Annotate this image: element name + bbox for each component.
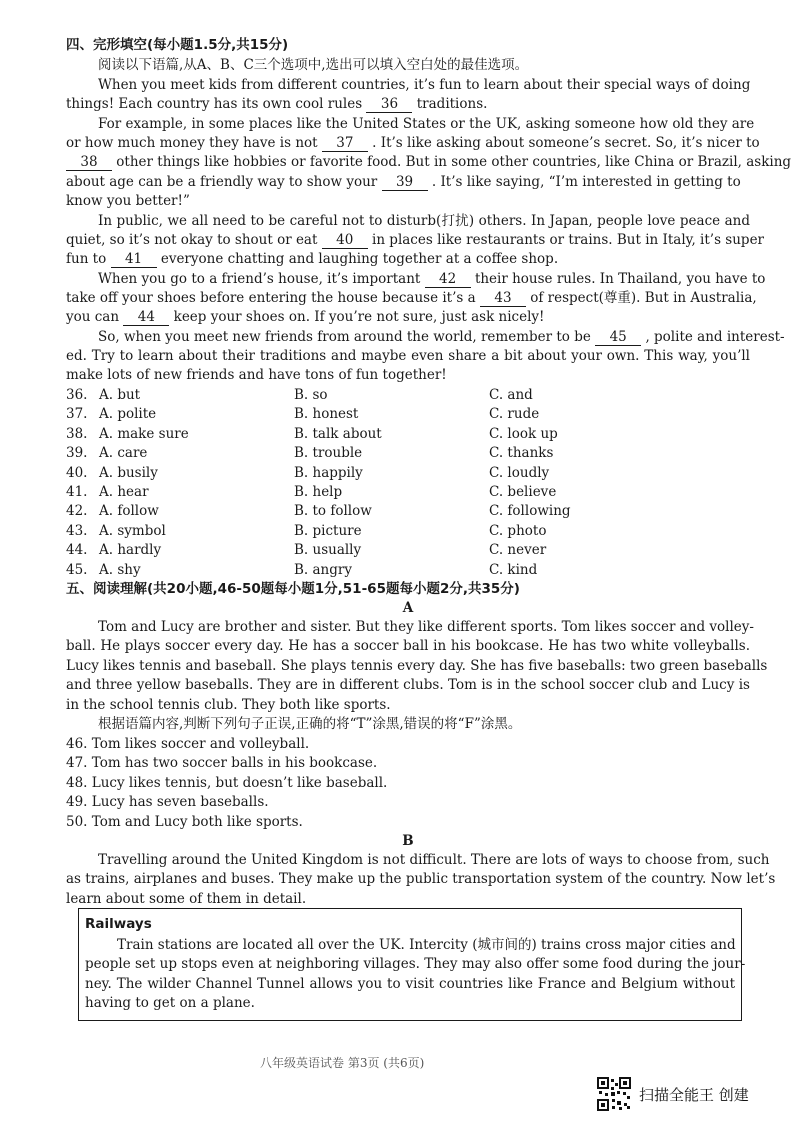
tf-question: 46. Tom likes soccer and volleyball. xyxy=(66,736,310,752)
box-title: Railways xyxy=(85,916,152,932)
option-c: C. and xyxy=(489,387,533,403)
option-a: A. follow xyxy=(99,503,159,520)
scanner-watermark: 扫描全能王 创建 xyxy=(639,1086,749,1104)
option-a: A. make sure xyxy=(99,425,189,442)
option-b: B. usually xyxy=(294,542,362,559)
option-a: A. care xyxy=(99,445,148,462)
text-segment: in places like restaurants or trains. But in Italy, it’s super xyxy=(372,232,765,248)
p3-line3 xyxy=(66,250,558,269)
text-segment: other things like hobbies or favorite food. But in some other countries, like China or Brazil, asking xyxy=(116,154,792,170)
question-number: 41. xyxy=(66,484,88,500)
p2-line4 xyxy=(66,173,741,192)
question-number: 44. xyxy=(66,542,88,559)
tf-question: 49. Lucy has seven baseballs. xyxy=(66,794,269,811)
text-segment: , polite and interest- xyxy=(645,329,785,345)
passage-line: Travelling around the United Kingdom is not difficult. There are lots of ways to choose from, such xyxy=(98,852,770,868)
blank-39: 39 xyxy=(382,174,428,191)
option-c: C. believe xyxy=(489,484,557,500)
box-line: ney. The wilder Channel Tunnel allows you to visit countries like France and Belgium without xyxy=(85,975,735,992)
option-c: C. kind xyxy=(489,561,538,578)
option-b: B. picture xyxy=(294,522,362,539)
text-segment: So, when you meet new friends from around the world, remember to be xyxy=(98,329,591,345)
tf-question: 50. Tom and Lucy both like sports. xyxy=(66,813,303,830)
railways-box xyxy=(78,908,746,1021)
text-segment: keep your shoes on. If you’re not sure, just ask nicely! xyxy=(173,309,545,325)
option-b: B. happily xyxy=(294,464,363,481)
box-line: people set up stops even at neighboring villages. They may also offer some food during the jour- xyxy=(85,956,746,973)
passage-line: Tom and Lucy are brother and sister. But they like different sports. Tom likes soccer and volley- xyxy=(98,619,754,635)
text-segment: things! Each country has its own cool rules xyxy=(66,96,363,112)
p3-line1: In public, we all need to be careful not to disturb(打扰) others. In Japan, people love peace and xyxy=(98,213,750,229)
qr-code-icon xyxy=(597,1077,631,1111)
p2-line5: know you better!” xyxy=(66,193,190,209)
option-c: C. loudly xyxy=(489,464,550,481)
option-a: A. hardly xyxy=(99,542,162,559)
blank-40: 40 xyxy=(322,232,368,249)
section4-heading: 四、完形填空(每小题1.5分,共15分) xyxy=(66,37,289,53)
passage-line: Lucy likes tennis and baseball. She plays tennis every day. She has five baseballs: two green baseballs xyxy=(66,657,768,674)
tf-question: 48. Lucy likes tennis, but doesn’t like baseball. xyxy=(66,774,388,791)
part-b-label: B xyxy=(402,833,414,849)
text-segment: . It’s like asking about someone’s secret. So, it’s nicer to xyxy=(372,135,760,151)
blank-43: 43 xyxy=(480,290,526,307)
option-b: B. trouble xyxy=(294,445,363,462)
text-segment: When you go to a friend’s house, it’s important xyxy=(98,271,421,287)
option-c: C. photo xyxy=(489,522,547,539)
part-a-instruction: 根据语篇内容,判断下列句子正误,正确的将“T”涂黑,错误的将“F”涂黑。 xyxy=(98,716,522,732)
option-a: A. shy xyxy=(99,561,141,578)
option-b: B. help xyxy=(294,484,343,500)
option-b: B. to follow xyxy=(294,503,372,520)
text-segment: about age can be a friendly way to show your xyxy=(66,174,378,190)
p5-line3: make lots of new friends and have tons of fun together! xyxy=(66,367,447,383)
text-segment: fun to xyxy=(66,251,107,267)
text-segment: of respect(尊重). But in Australia, xyxy=(530,290,757,306)
blank-41: 41 xyxy=(111,251,157,268)
p4-line3 xyxy=(66,308,544,327)
question-number: 38. xyxy=(66,425,88,442)
question-number: 39. xyxy=(66,445,88,462)
text-segment: or how much money they have is not xyxy=(66,135,318,151)
text-segment: take off your shoes before entering the house because it’s a xyxy=(66,290,476,306)
p4-line2 xyxy=(66,289,757,308)
passage-line: and three yellow baseballs. They are in different clubs. Tom is in the school soccer club and Lucy is xyxy=(66,677,750,694)
question-number: 43. xyxy=(66,522,88,539)
option-a: A. busily xyxy=(99,464,158,481)
text-segment: everyone chatting and laughing together at a coffee shop. xyxy=(160,251,559,267)
text-segment: their house rules. In Thailand, you have to xyxy=(474,271,766,287)
part-a-label: A xyxy=(402,600,414,616)
option-a: A. but xyxy=(99,387,141,403)
passage-line: ball. He plays soccer every day. He has a soccer ball in his bookcase. He has two white volleyballs. xyxy=(66,638,750,655)
passage-line: as trains, airplanes and buses. They make up the public transportation system of the country. Now let’s xyxy=(66,871,776,888)
question-number: 45. xyxy=(66,561,88,578)
blank-44: 44 xyxy=(123,309,169,326)
p3-line2 xyxy=(66,231,764,250)
p5-line1 xyxy=(98,328,785,347)
option-c: C. rude xyxy=(489,406,540,423)
option-b: B. angry xyxy=(294,561,352,578)
p4-line1 xyxy=(98,270,765,289)
question-number: 37. xyxy=(66,406,88,423)
option-a: A. symbol xyxy=(99,522,166,539)
p1-line2 xyxy=(66,95,487,114)
box-line: Train stations are located all over the UK. Intercity (城市间的) trains cross major cities and xyxy=(117,937,736,953)
passage-line: learn about some of them in detail. xyxy=(66,890,307,907)
blank-38: 38 xyxy=(66,154,112,171)
p2-line1: For example, in some places like the United States or the UK, asking someone how old they are xyxy=(98,116,755,132)
blank-42: 42 xyxy=(425,271,471,288)
option-a: A. polite xyxy=(99,406,157,423)
option-c: C. look up xyxy=(489,425,558,442)
question-number: 40. xyxy=(66,464,88,481)
box-line: having to get on a plane. xyxy=(85,995,255,1012)
p2-line2 xyxy=(66,134,760,153)
section5-heading: 五、阅读理解(共20小题,46-50题每小题1分,51-65题每小题2分,共35分) xyxy=(66,581,520,597)
option-a: A. hear xyxy=(99,484,149,500)
text-segment: . It’s like saying, “I’m interested in getting to xyxy=(431,174,741,190)
option-b: B. so xyxy=(294,387,328,403)
p1-line1: When you meet kids from different countries, it’s fun to learn about their special ways of doing xyxy=(98,77,751,93)
text-segment: you can xyxy=(66,309,120,325)
p2-line3 xyxy=(66,153,791,172)
question-number: 36. xyxy=(66,387,88,403)
text-segment: traditions. xyxy=(416,96,488,112)
blank-36: 36 xyxy=(366,96,412,113)
blank-45: 45 xyxy=(595,329,641,346)
option-b: B. talk about xyxy=(294,425,382,442)
question-number: 42. xyxy=(66,503,88,520)
text-segment: quiet, so it’s not okay to shout or eat xyxy=(66,232,318,248)
blank-37: 37 xyxy=(322,135,368,152)
section4-instruction: 阅读以下语篇,从A、B、C三个选项中,选出可以填入空白处的最佳选项。 xyxy=(98,57,529,73)
passage-line: in the school tennis club. They both like sports. xyxy=(66,696,391,713)
option-b: B. honest xyxy=(294,406,359,423)
option-c: C. following xyxy=(489,503,571,520)
tf-question: 47. Tom has two soccer balls in his bookcase. xyxy=(66,755,378,772)
option-c: C. never xyxy=(489,542,547,559)
p5-line2: ed. Try to learn about their traditions and maybe even share a bit about your own. This way, you’ll xyxy=(66,348,750,364)
option-c: C. thanks xyxy=(489,445,554,462)
page-footer: 八年级英语试卷 第3页 (共6页) xyxy=(260,1056,425,1070)
